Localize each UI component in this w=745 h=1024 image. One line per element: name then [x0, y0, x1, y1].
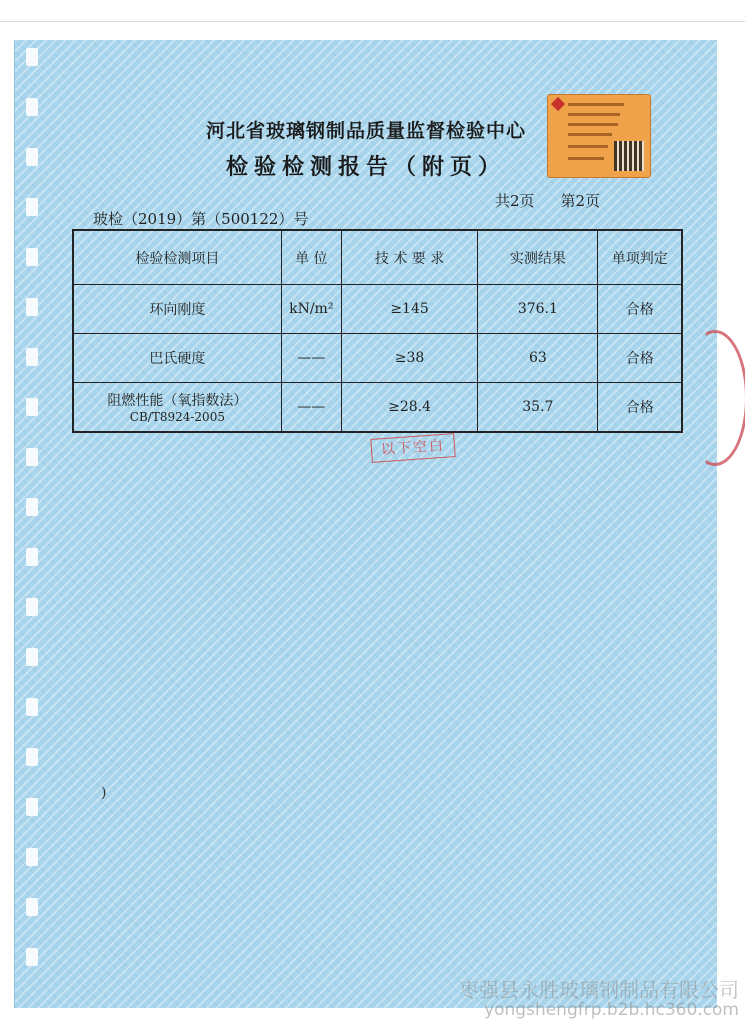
table-row	[73, 285, 682, 334]
report-number: 玻检（2019）第（500122）号	[93, 210, 309, 228]
binding-hole	[26, 748, 38, 766]
table-row	[73, 334, 682, 383]
blank-below-stamp: 以下空白	[370, 433, 455, 463]
cell-unit: kN/m²	[281, 285, 341, 334]
binding-hole	[26, 298, 38, 316]
cell-unit: ——	[281, 334, 341, 383]
org-title: 河北省玻璃钢制品质量监督检验中心	[205, 120, 526, 142]
sticker-text-line	[568, 123, 618, 126]
margin-mark: )	[101, 785, 107, 801]
col-verdict: 单项判定	[598, 230, 682, 285]
anti-counterfeit-sticker	[547, 94, 651, 178]
col-item: 检验检测项目	[73, 230, 281, 285]
binding-hole	[26, 548, 38, 566]
cell-requirement: ≥145	[341, 285, 477, 334]
table-header-row	[73, 230, 682, 285]
scan-edge-line	[0, 21, 745, 22]
sticker-text-line	[568, 113, 620, 116]
cell-result: 35.7	[478, 383, 598, 433]
watermark-url: yongshengfrp.b2b.hc360.com	[484, 1000, 739, 1020]
binding-hole	[26, 648, 38, 666]
cell-requirement: ≥38	[341, 334, 477, 383]
binding-hole	[26, 948, 38, 966]
cell-verdict: 合格	[598, 334, 682, 383]
cell-result: 376.1	[478, 285, 598, 334]
sticker-text-line	[568, 103, 624, 106]
binding-hole	[26, 198, 38, 216]
sticker-text-line	[568, 133, 612, 136]
sticker-text-line	[568, 145, 608, 148]
binding-hole	[26, 448, 38, 466]
watermark-company: 枣强县永胜玻璃钢制品有限公司	[459, 978, 739, 1002]
binding-hole	[26, 798, 38, 816]
cell-unit: ——	[281, 383, 341, 433]
col-unit: 单 位	[281, 230, 341, 285]
report-title: 检验检测报告（附页）	[225, 154, 506, 180]
cell-requirement: ≥28.4	[341, 383, 477, 433]
total-pages: 共2页	[495, 192, 535, 210]
cell-item	[73, 383, 281, 433]
results-table	[72, 229, 683, 433]
binding-hole	[26, 398, 38, 416]
binding-hole	[26, 98, 38, 116]
binding-hole	[26, 248, 38, 266]
cell-item: 巴氏硬度	[73, 334, 281, 383]
binding-hole	[26, 498, 38, 516]
cell-item: 环向刚度	[73, 285, 281, 334]
binding-hole	[26, 348, 38, 366]
report-sheet	[14, 40, 717, 1008]
binding-hole	[26, 598, 38, 616]
cell-verdict: 合格	[598, 383, 682, 433]
item-standard: CB/T8924-2005	[129, 410, 225, 424]
cell-verdict: 合格	[598, 285, 682, 334]
cell-result: 63	[478, 334, 598, 383]
binding-hole	[26, 148, 38, 166]
binding-holes	[22, 40, 44, 1008]
col-requirement: 技 术 要 求	[341, 230, 477, 285]
current-page: 第2页	[560, 192, 601, 210]
binding-hole	[26, 848, 38, 866]
binding-hole	[26, 698, 38, 716]
brand-logo-icon	[551, 97, 565, 111]
binding-hole	[26, 898, 38, 916]
qr-code-icon	[614, 141, 644, 171]
sticker-text-line	[568, 157, 604, 160]
page-count	[495, 190, 626, 211]
binding-hole	[26, 48, 38, 66]
item-name: 阻燃性能（氧指数法）	[107, 393, 248, 409]
col-result: 实测结果	[478, 230, 598, 285]
table-row	[73, 383, 682, 433]
